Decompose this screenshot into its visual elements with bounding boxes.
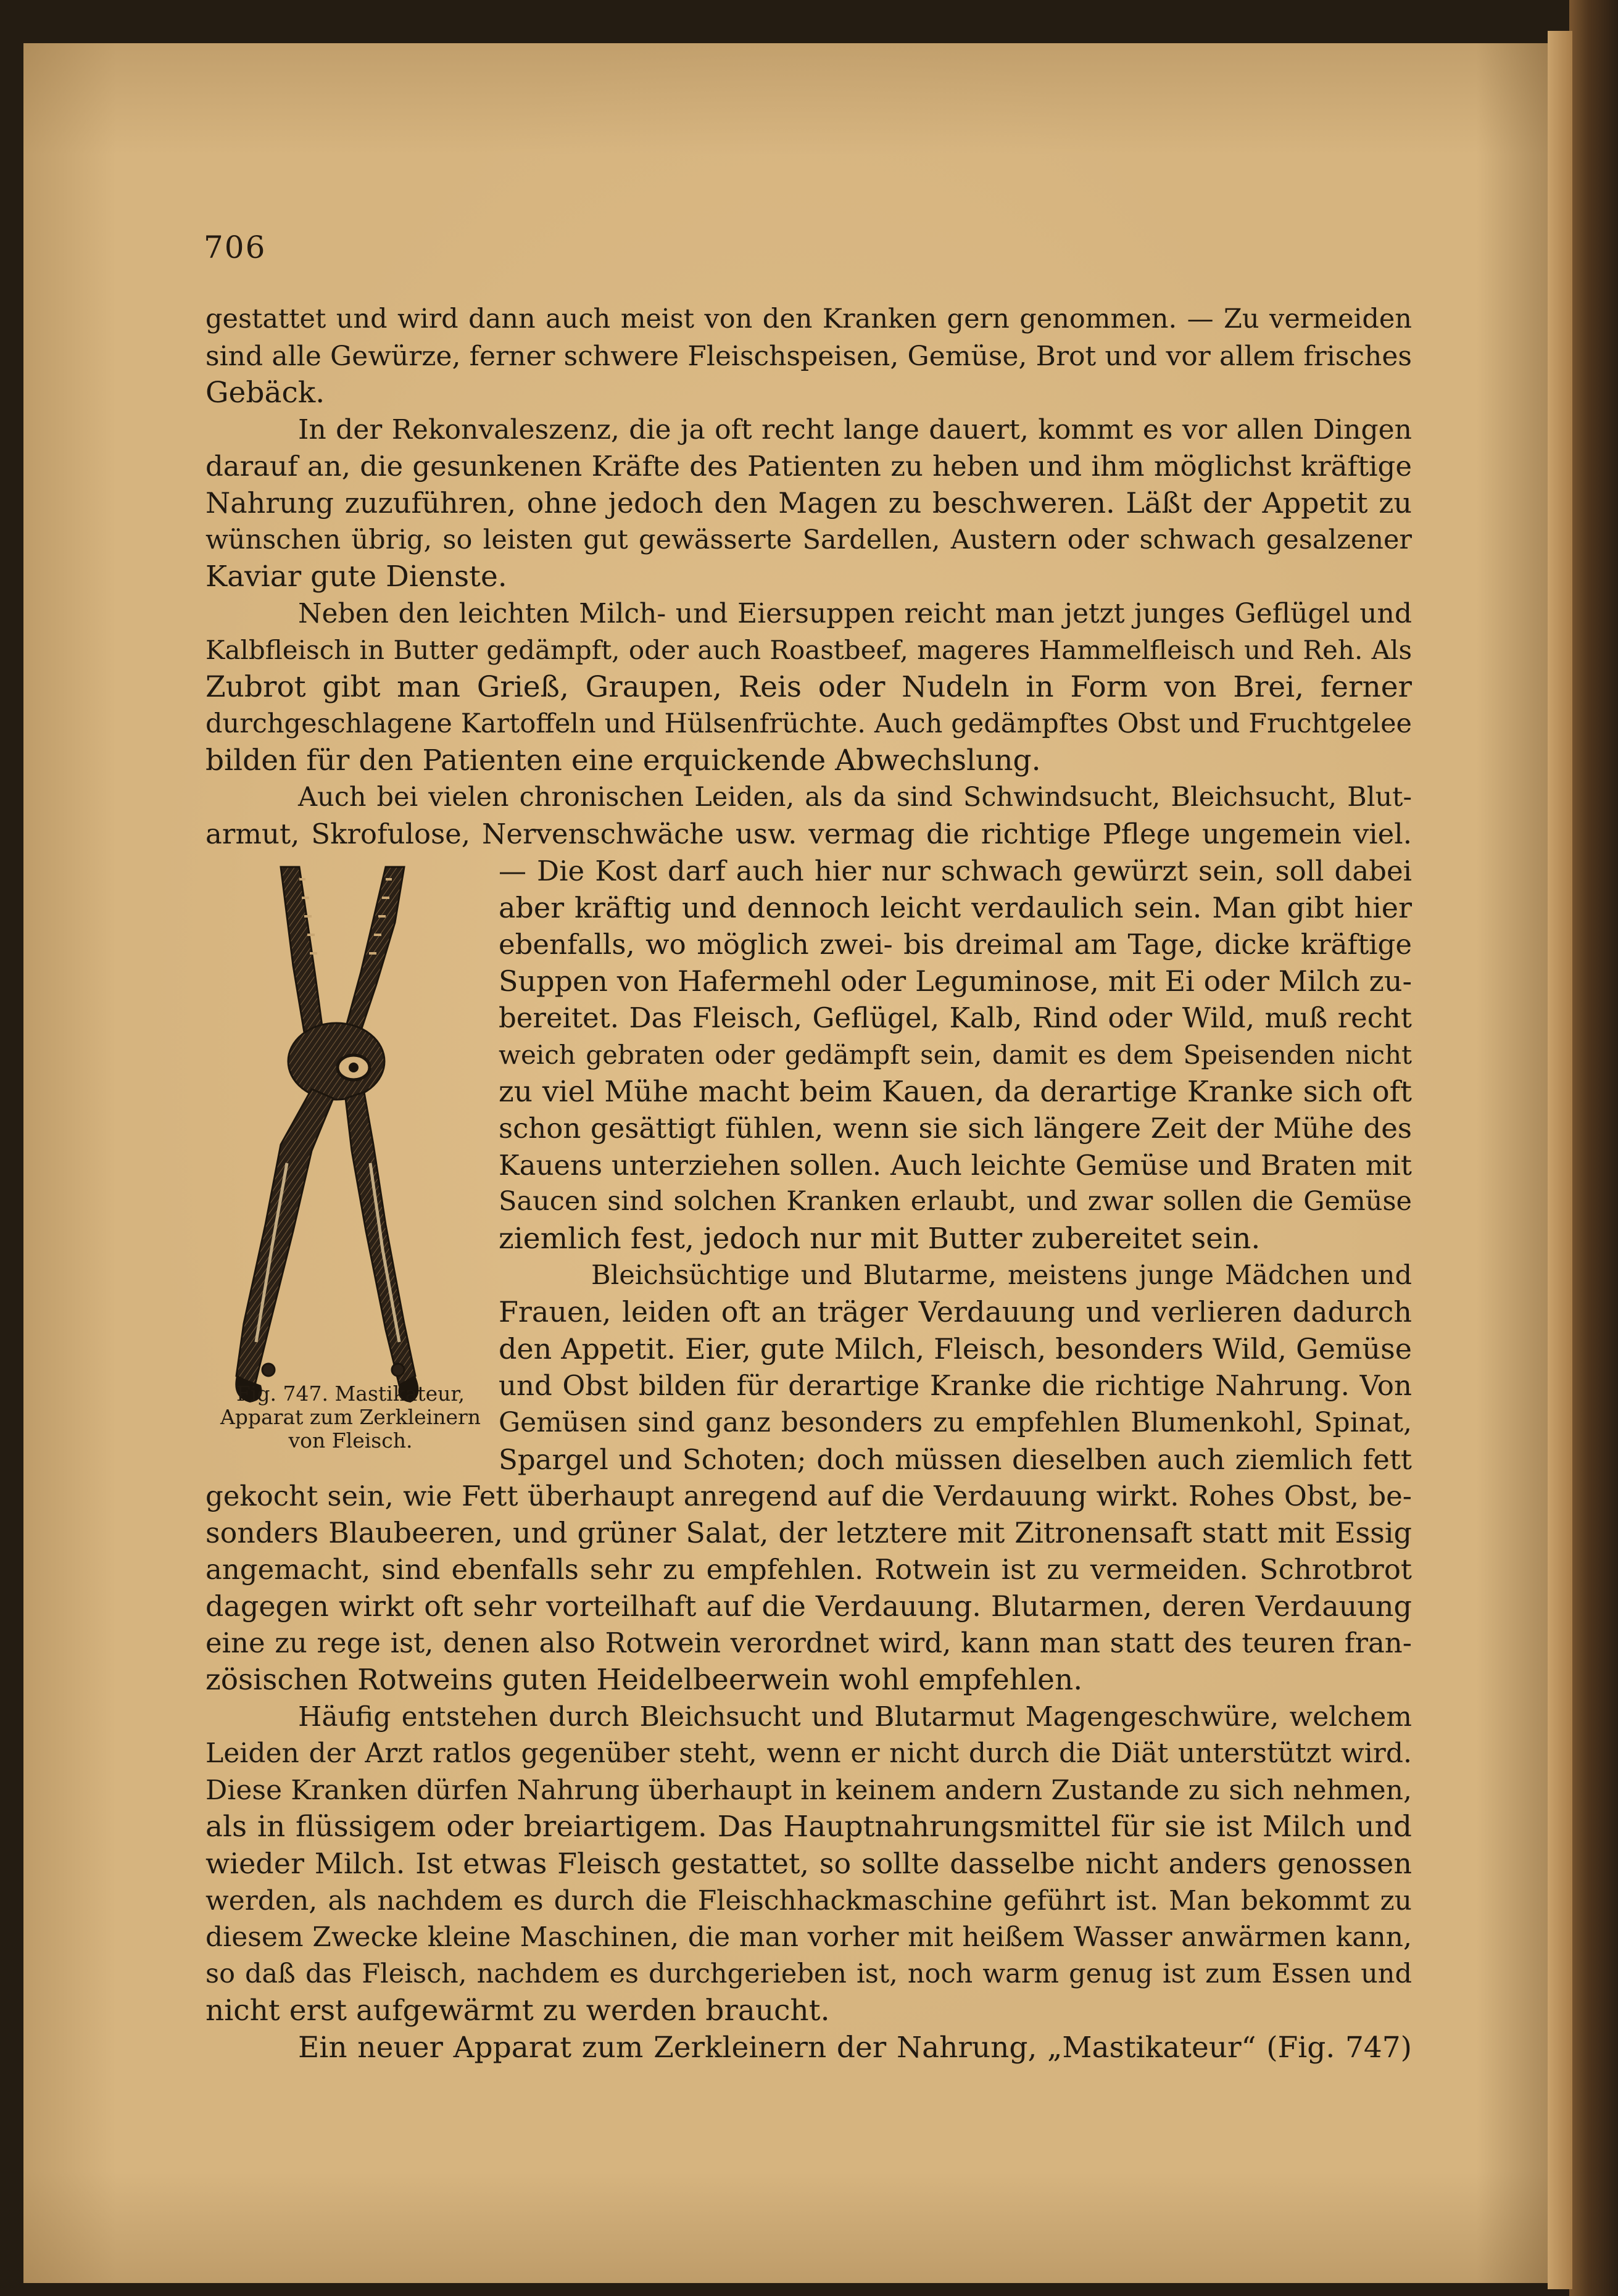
text-line: Frauen, leiden oft an träger Verdauung und verlieren dadurch [499,1295,1412,1329]
text-block-top [205,301,1412,853]
text-line: sonders Blaubeeren, und grüner Salat, der letztere mit Zitronensaft statt mit Essig [205,1515,1412,1549]
text-line: Kalbfleisch in Butter gedämpft, oder auch Roastbeef, mageres Hammelfleisch und Reh. Als [205,635,1412,666]
text-line: bilden für den Patienten eine erquickende Abwechslung. [205,744,1041,778]
text-line: Spargel und Schoten; doch müssen dieselben auch ziemlich fett [499,1443,1412,1476]
text-line: Bleichsüchtige und Blutarme, meistens junge Mädchen und [591,1259,1412,1291]
text-line: angemacht, sind ebenfalls sehr zu empfehlen. Rotwein ist zu vermeiden. Schrotbrot [205,1553,1412,1586]
text-line: ebenfalls, wo möglich zwei- bis dreimal am Tage, dicke kräftige [499,928,1412,961]
masticator-pliers-illustration [207,855,478,1410]
text-line: wünschen übrig, so leisten gut gewässerte Sardellen, Austern oder schwach gesalzener [205,524,1412,555]
text-line: Kaviar gute Dienste. [205,560,507,594]
text-line: Saucen sind solchen Kranken erlaubt, und zwar sollen die Gemüse [499,1186,1412,1217]
text-block-beside-figure [499,853,1412,1478]
text-line: aber kräftig und dennoch leicht verdaulich sein. Man gibt hier [499,890,1412,924]
text-line: werden, als nachdem es durch die Fleischhackmaschine geführt ist. Man bekommt zu [205,1884,1412,1917]
text-line: nicht erst aufgewärmt zu werden braucht. [205,1994,830,2028]
text-line: ziemlich fest, jedoch nur mit Butter zubereitet sein. [499,1221,1261,1256]
caption-line: von Fleisch. [288,1428,413,1453]
text-line: den Appetit. Eier, gute Milch, Fleisch, besonders Wild, Gemüse [499,1332,1412,1366]
text-line: eine zu rege ist, denen also Rotwein verordnet wird, kann man statt des teuren fran- [205,1627,1412,1660]
text-line: Gebäck. [205,376,325,410]
figure-caption [205,1382,496,1453]
text-line: diesem Zwecke kleine Maschinen, die man vorher mit heißem Wasser anwärmen kann, [205,1921,1412,1954]
text-block-bottom [205,1478,1412,2066]
text-line: zu viel Mühe macht beim Kauen, da derartige Kranke sich oft [499,1074,1412,1109]
text-line: Nahrung zuzuführen, ohne jedoch den Magen zu beschweren. Läßt der Appetit zu [205,486,1412,520]
caption-line: Apparat zum Zerkleinern [220,1405,481,1429]
text-line: so daß das Fleisch, nachdem es durchgerieben ist, noch warm genug ist zum Essen und [205,1958,1412,1989]
text-line: — Die Kost darf auch hier nur schwach gewürzt sein, soll dabei [499,855,1412,887]
text-line: als in flüssigem oder breiartigem. Das Hauptnahrungsmittel für sie ist Milch und [205,1810,1412,1844]
caption-line: Fig. 747. Mastikateur, [236,1382,465,1406]
text-line: Zubrot gibt man Grieß, Graupen, Reis oder Nudeln in Form von Brei, ferner [205,669,1412,704]
text-line: armut, Skrofulose, Nervenschwäche usw. vermag die richtige Pflege ungemein viel. [205,818,1412,851]
text-line: Suppen von Hafermehl oder Leguminose, mit Ei oder Milch zu- [499,964,1412,998]
text-line: bereitet. Das Fleisch, Geflügel, Kalb, Rind oder Wild, muß recht [499,1001,1412,1035]
book-binding [1569,0,1618,2296]
text-line: zösischen Rotweins guten Heidelbeerwein wohl empfehlen. [205,1662,1083,1697]
text-line: gestattet und wird dann auch meist von den Kranken gern genommen. — Zu vermeiden [205,304,1412,334]
text-line: Neben den leichten Milch- und Eiersuppen reicht man jetzt junges Geflügel und [298,597,1412,629]
page-number: 706 [204,230,267,265]
text-line: darauf an, die gesunkenen Kräfte des Patienten zu heben und ihm möglichst kräftige [205,450,1412,483]
text-line: In der Rekonvaleszenz, die ja oft recht lange dauert, kommt es vor allen Dingen [298,413,1412,446]
text-line: weich gebraten oder gedämpft sein, damit es dem Speisenden nicht [499,1039,1412,1070]
text-line: Häufig entstehen durch Bleichsucht und Blutarmut Magengeschwüre, welchem [298,1701,1412,1733]
text-line: und Obst bilden für derartige Kranke die richtige Nahrung. Von [499,1369,1412,1403]
text-line: schon gesättigt fühlen, wenn sie sich längere Zeit der Mühe des [499,1112,1412,1145]
text-line: wieder Milch. Ist etwas Fleisch gestattet, so sollte dasselbe nicht anders genossen [205,1846,1412,1880]
text-line: Kauens unterziehen sollen. Auch leichte Gemüse und Braten mit [499,1148,1412,1182]
text-line: Ein neuer Apparat zum Zerkleinern der Nahrung, „Mastikateur“ (Fig. 747) [298,2030,1412,2065]
text-line: Auch bei vielen chronischen Leiden, als da sind Schwindsucht, Bleichsucht, Blut- [298,781,1412,813]
text-line: Leiden der Arzt ratlos gegenüber steht, wenn er nicht durch die Diät unterstützt wird. [205,1738,1412,1770]
text-line: dagegen wirkt oft sehr vorteilhaft auf die Verdauung. Blutarmen, deren Verdauung [205,1589,1412,1623]
text-line: gekocht sein, wie Fett überhaupt anregend auf die Verdauung wirkt. Rohes Obst, be- [205,1480,1412,1512]
text-line: durchgeschlagene Kartoffeln und Hülsenfrüchte. Auch gedämpftes Obst und Fruchtgelee [205,708,1412,739]
text-line: sind alle Gewürze, ferner schwere Fleischspeisen, Gemüse, Brot und vor allem frisches [205,340,1412,372]
text-line: Diese Kranken dürfen Nahrung überhaupt in keinem andern Zustande zu sich nehmen, [205,1774,1412,1806]
text-line: Gemüsen sind ganz besonders zu empfehlen Blumenkohl, Spinat, [499,1406,1412,1438]
page-edge [1548,31,1572,2289]
